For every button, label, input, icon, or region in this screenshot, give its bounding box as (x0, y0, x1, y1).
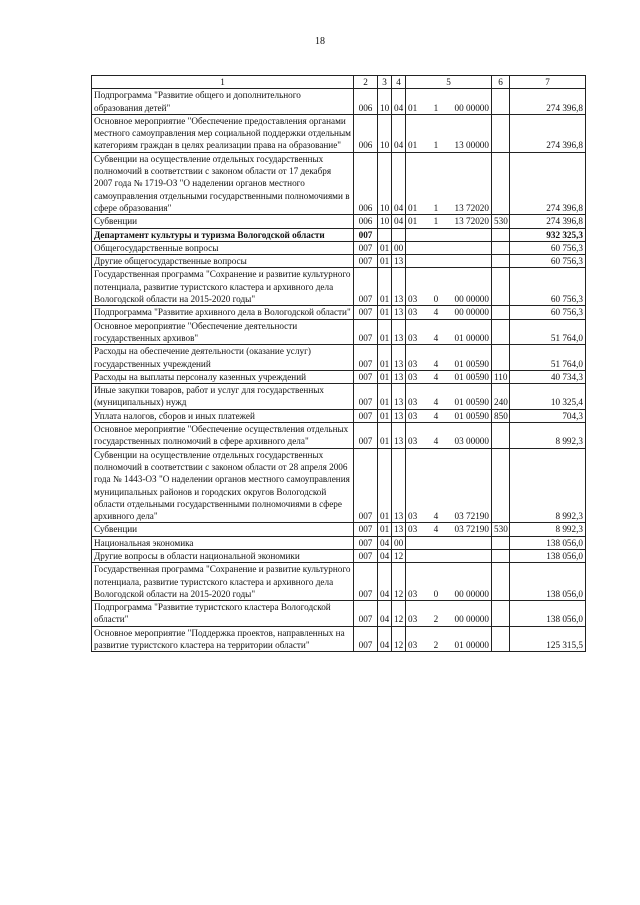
csr-direction: 00 00000 (454, 294, 489, 305)
row-name: Государственная программа "Сохранение и развитие культурного потенциала, развитие туристского кластера и архивного дела Вологодской области на 2015-2020 годы" (92, 268, 354, 306)
target-article-code (406, 345, 492, 371)
subsection-code: 12 (392, 601, 406, 627)
subsection-code: 13 (392, 523, 406, 536)
expense-type-code (492, 241, 510, 254)
section-code: 01 (378, 345, 392, 371)
section-code: 04 (378, 536, 392, 549)
target-article-code (406, 319, 492, 345)
row-name: Департамент культуры и туризма Вологодской области (92, 228, 354, 241)
target-article-code (406, 370, 492, 383)
subsection-code: 13 (392, 345, 406, 371)
expense-type-code (492, 626, 510, 652)
amount: 138 056,0 (510, 601, 586, 627)
expense-type-code: 240 (492, 384, 510, 410)
csr-subprogram: 1 (433, 140, 439, 151)
table-row (92, 306, 586, 319)
csr-program: 01 (408, 140, 418, 151)
grbs-code: 007 (354, 384, 378, 410)
csr-program: 03 (408, 410, 418, 421)
table-row (92, 268, 586, 306)
csr-direction: 03 00000 (454, 436, 489, 447)
expense-type-code (492, 228, 510, 241)
csr-program: 01 (408, 102, 418, 113)
amount: 274 396,8 (510, 114, 586, 152)
csr-direction: 01 00590 (454, 371, 489, 382)
subsection-code: 13 (392, 423, 406, 449)
csr-subprogram: 0 (433, 588, 439, 599)
row-name: Подпрограмма "Развитие архивного дела в Вологодской области" (92, 306, 354, 319)
row-name: Основное мероприятие "Поддержка проектов, направленных на развитие туристского кластера на территории области" (92, 626, 354, 652)
table-row (92, 448, 586, 523)
csr-program: 03 (408, 371, 418, 382)
section-code: 01 (378, 241, 392, 254)
csr-direction: 01 00000 (454, 640, 489, 651)
row-name: Подпрограмма "Развитие туристского кластера Вологодской области" (92, 601, 354, 627)
amount: 704,3 (510, 409, 586, 422)
target-article-code (406, 423, 492, 449)
target-article-code (406, 215, 492, 228)
subsection-code: 04 (392, 215, 406, 228)
section-code: 01 (378, 268, 392, 306)
subsection-code: 04 (392, 152, 406, 214)
amount: 274 396,8 (510, 89, 586, 115)
target-article-code (406, 152, 492, 214)
section-code: 04 (378, 563, 392, 601)
expense-type-code (492, 152, 510, 214)
section-code: 10 (378, 215, 392, 228)
csr-program: 03 (408, 436, 418, 447)
row-name: Иные закупки товаров, работ и услуг для государственных (муниципальных) нужд (92, 384, 354, 410)
amount: 60 756,3 (510, 241, 586, 254)
row-name: Расходы на обеспечение деятельности (оказание услуг) государственных учреждений (92, 345, 354, 371)
table-row (92, 345, 586, 371)
section-code: 01 (378, 319, 392, 345)
section-code: 10 (378, 114, 392, 152)
grbs-code: 007 (354, 523, 378, 536)
subsection-code: 12 (392, 563, 406, 601)
csr-program: 03 (408, 524, 418, 535)
target-article-code (406, 626, 492, 652)
amount: 274 396,8 (510, 152, 586, 214)
section-code: 01 (378, 523, 392, 536)
row-name: Основное мероприятие "Обеспечение предоставления органами местного самоуправления мер социальной поддержки отдельным категориям граждан в целях реализации права на образование" (92, 114, 354, 152)
section-code: 01 (378, 306, 392, 319)
csr-subprogram: 1 (433, 216, 439, 227)
grbs-code: 006 (354, 89, 378, 115)
row-name: Основное мероприятие "Обеспечение осуществления отдельных государственных полномочий в сфере архивного дела" (92, 423, 354, 449)
csr-direction: 13 72020 (454, 202, 489, 213)
section-code: 01 (378, 255, 392, 268)
amount: 10 325,4 (510, 384, 586, 410)
grbs-code: 006 (354, 114, 378, 152)
csr-program: 03 (408, 307, 418, 318)
row-name: Субвенции (92, 215, 354, 228)
amount: 8 992,3 (510, 448, 586, 523)
row-name: Субвенции (92, 523, 354, 536)
csr-program: 03 (408, 358, 418, 369)
subsection-code: 12 (392, 549, 406, 562)
section-code (378, 228, 392, 241)
table-row (92, 319, 586, 345)
csr-subprogram: 1 (433, 202, 439, 213)
expense-type-code: 110 (492, 370, 510, 383)
target-article-code (406, 409, 492, 422)
row-name: Общегосударственные вопросы (92, 241, 354, 254)
section-code: 01 (378, 423, 392, 449)
csr-direction: 13 00000 (454, 140, 489, 151)
grbs-code: 007 (354, 549, 378, 562)
grbs-code: 007 (354, 228, 378, 241)
table-row (92, 114, 586, 152)
column-header: 6 (492, 76, 510, 89)
csr-program: 01 (408, 202, 418, 213)
csr-program: 03 (408, 511, 418, 522)
column-header: 2 (354, 76, 378, 89)
expense-type-code (492, 345, 510, 371)
expense-type-code (492, 89, 510, 115)
amount: 8 992,3 (510, 423, 586, 449)
table-row (92, 241, 586, 254)
amount: 138 056,0 (510, 549, 586, 562)
csr-program: 03 (408, 588, 418, 599)
table-row (92, 215, 586, 228)
grbs-code: 007 (354, 626, 378, 652)
csr-subprogram: 4 (433, 524, 439, 535)
csr-direction: 03 72190 (454, 524, 489, 535)
subsection-code: 13 (392, 384, 406, 410)
grbs-code: 007 (354, 370, 378, 383)
subsection-code: 12 (392, 626, 406, 652)
csr-direction: 01 00590 (454, 358, 489, 369)
csr-program: 03 (408, 294, 418, 305)
grbs-code: 007 (354, 345, 378, 371)
amount: 8 992,3 (510, 523, 586, 536)
table-row (92, 536, 586, 549)
amount: 51 764,0 (510, 345, 586, 371)
grbs-code: 007 (354, 306, 378, 319)
table-row (92, 152, 586, 214)
section-code: 10 (378, 152, 392, 214)
row-name: Основное мероприятие "Обеспечение деятельности государственных архивов" (92, 319, 354, 345)
grbs-code: 007 (354, 255, 378, 268)
target-article-code (406, 563, 492, 601)
subsection-code: 13 (392, 319, 406, 345)
column-header: 7 (510, 76, 586, 89)
subsection-code: 00 (392, 536, 406, 549)
csr-program: 03 (408, 332, 418, 343)
expense-type-code (492, 601, 510, 627)
section-code: 10 (378, 89, 392, 115)
expense-type-code (492, 306, 510, 319)
grbs-code: 007 (354, 268, 378, 306)
amount: 51 764,0 (510, 319, 586, 345)
row-name: Другие вопросы в области национальной экономики (92, 549, 354, 562)
table-row (92, 89, 586, 115)
expense-type-code (492, 536, 510, 549)
column-header: 1 (92, 76, 354, 89)
amount: 60 756,3 (510, 306, 586, 319)
grbs-code: 007 (354, 423, 378, 449)
row-name: Субвенции на осуществление отдельных государственных полномочий в соответствии с законом области от 28 апреля 2006 года № 1443-ОЗ "О наделении органов местного самоуправления муниципальных районов и городских округов Вологодской области отдельными государственными полномочиями в сфере архивного дела" (92, 448, 354, 523)
csr-direction: 01 00000 (454, 332, 489, 343)
subsection-code: 13 (392, 255, 406, 268)
amount: 60 756,3 (510, 255, 586, 268)
section-code: 04 (378, 626, 392, 652)
row-name: Национальная экономика (92, 536, 354, 549)
expense-type-code: 530 (492, 523, 510, 536)
csr-subprogram: 2 (433, 640, 439, 651)
section-code: 01 (378, 370, 392, 383)
csr-program: 01 (408, 216, 418, 227)
csr-direction: 01 00590 (454, 410, 489, 421)
section-code: 04 (378, 601, 392, 627)
csr-subprogram: 4 (433, 436, 439, 447)
csr-subprogram: 1 (433, 102, 439, 113)
section-code: 01 (378, 384, 392, 410)
subsection-code: 00 (392, 241, 406, 254)
csr-subprogram: 4 (433, 332, 439, 343)
csr-direction: 00 00000 (454, 307, 489, 318)
expense-type-code (492, 268, 510, 306)
subsection-code: 13 (392, 448, 406, 523)
budget-table (91, 75, 586, 652)
expense-type-code: 530 (492, 215, 510, 228)
csr-subprogram: 4 (433, 358, 439, 369)
target-article-code (406, 255, 492, 268)
csr-subprogram: 0 (433, 294, 439, 305)
csr-subprogram: 4 (433, 307, 439, 318)
amount: 138 056,0 (510, 563, 586, 601)
target-article-code (406, 89, 492, 115)
target-article-code (406, 523, 492, 536)
csr-program: 03 (408, 640, 418, 651)
target-article-code (406, 448, 492, 523)
grbs-code: 007 (354, 536, 378, 549)
subsection-code: 13 (392, 268, 406, 306)
table-row (92, 423, 586, 449)
csr-subprogram: 4 (433, 397, 439, 408)
subsection-code: 04 (392, 89, 406, 115)
table-row (92, 563, 586, 601)
row-name: Другие общегосударственные вопросы (92, 255, 354, 268)
expense-type-code (492, 319, 510, 345)
table-row (92, 626, 586, 652)
expense-type-code (492, 549, 510, 562)
csr-subprogram: 4 (433, 511, 439, 522)
row-name: Расходы на выплаты персоналу казенных учреждений (92, 370, 354, 383)
grbs-code: 006 (354, 152, 378, 214)
expense-type-code (492, 448, 510, 523)
table-row (92, 601, 586, 627)
page-number: 18 (315, 36, 325, 47)
target-article-code (406, 601, 492, 627)
section-code: 01 (378, 409, 392, 422)
row-name: Уплата налогов, сборов и иных платежей (92, 409, 354, 422)
target-article-code (406, 228, 492, 241)
amount: 932 325,3 (510, 228, 586, 241)
grbs-code: 007 (354, 241, 378, 254)
subsection-code: 13 (392, 370, 406, 383)
amount: 274 396,8 (510, 215, 586, 228)
table-row (92, 255, 586, 268)
target-article-code (406, 306, 492, 319)
csr-subprogram: 4 (433, 371, 439, 382)
amount: 125 315,5 (510, 626, 586, 652)
table-header-row (92, 76, 586, 89)
csr-program: 03 (408, 397, 418, 408)
expense-type-code (492, 255, 510, 268)
target-article-code (406, 384, 492, 410)
grbs-code: 007 (354, 563, 378, 601)
amount: 40 734,3 (510, 370, 586, 383)
amount: 138 056,0 (510, 536, 586, 549)
grbs-code: 007 (354, 409, 378, 422)
expense-type-code: 850 (492, 409, 510, 422)
csr-direction: 13 72020 (454, 216, 489, 227)
expense-type-code (492, 114, 510, 152)
table-row (92, 523, 586, 536)
grbs-code: 007 (354, 319, 378, 345)
subsection-code: 13 (392, 306, 406, 319)
grbs-code: 007 (354, 448, 378, 523)
table-row (92, 370, 586, 383)
csr-program: 03 (408, 614, 418, 625)
expense-type-code (492, 563, 510, 601)
table-row (92, 384, 586, 410)
section-code: 04 (378, 549, 392, 562)
subsection-code (392, 228, 406, 241)
subsection-code: 13 (392, 409, 406, 422)
csr-direction: 03 72190 (454, 511, 489, 522)
section-code: 01 (378, 448, 392, 523)
target-article-code (406, 549, 492, 562)
target-article-code (406, 536, 492, 549)
grbs-code: 007 (354, 601, 378, 627)
table-row (92, 409, 586, 422)
csr-direction: 00 00000 (454, 588, 489, 599)
expense-type-code (492, 423, 510, 449)
grbs-code: 006 (354, 215, 378, 228)
subsection-code: 04 (392, 114, 406, 152)
column-header: 5 (406, 76, 492, 89)
csr-direction: 00 00000 (454, 102, 489, 113)
row-name: Субвенции на осуществление отдельных государственных полномочий в соответствии с законом области от 17 декабря 2007 года № 1719-ОЗ "О наделении органов местного самоуправления отдельными государственными полномочиями в сфере образования" (92, 152, 354, 214)
csr-direction: 01 00590 (454, 397, 489, 408)
target-article-code (406, 241, 492, 254)
table-row (92, 228, 586, 241)
table-row (92, 549, 586, 562)
target-article-code (406, 114, 492, 152)
target-article-code (406, 268, 492, 306)
column-header: 4 (392, 76, 406, 89)
column-header: 3 (378, 76, 392, 89)
row-name: Подпрограмма "Развитие общего и дополнительного образования детей" (92, 89, 354, 115)
csr-subprogram: 2 (433, 614, 439, 625)
row-name: Государственная программа "Сохранение и развитие культурного потенциала, развитие туристского кластера и архивного дела Вологодской области на 2015-2020 годы" (92, 563, 354, 601)
amount: 60 756,3 (510, 268, 586, 306)
csr-direction: 00 00000 (454, 614, 489, 625)
csr-subprogram: 4 (433, 410, 439, 421)
